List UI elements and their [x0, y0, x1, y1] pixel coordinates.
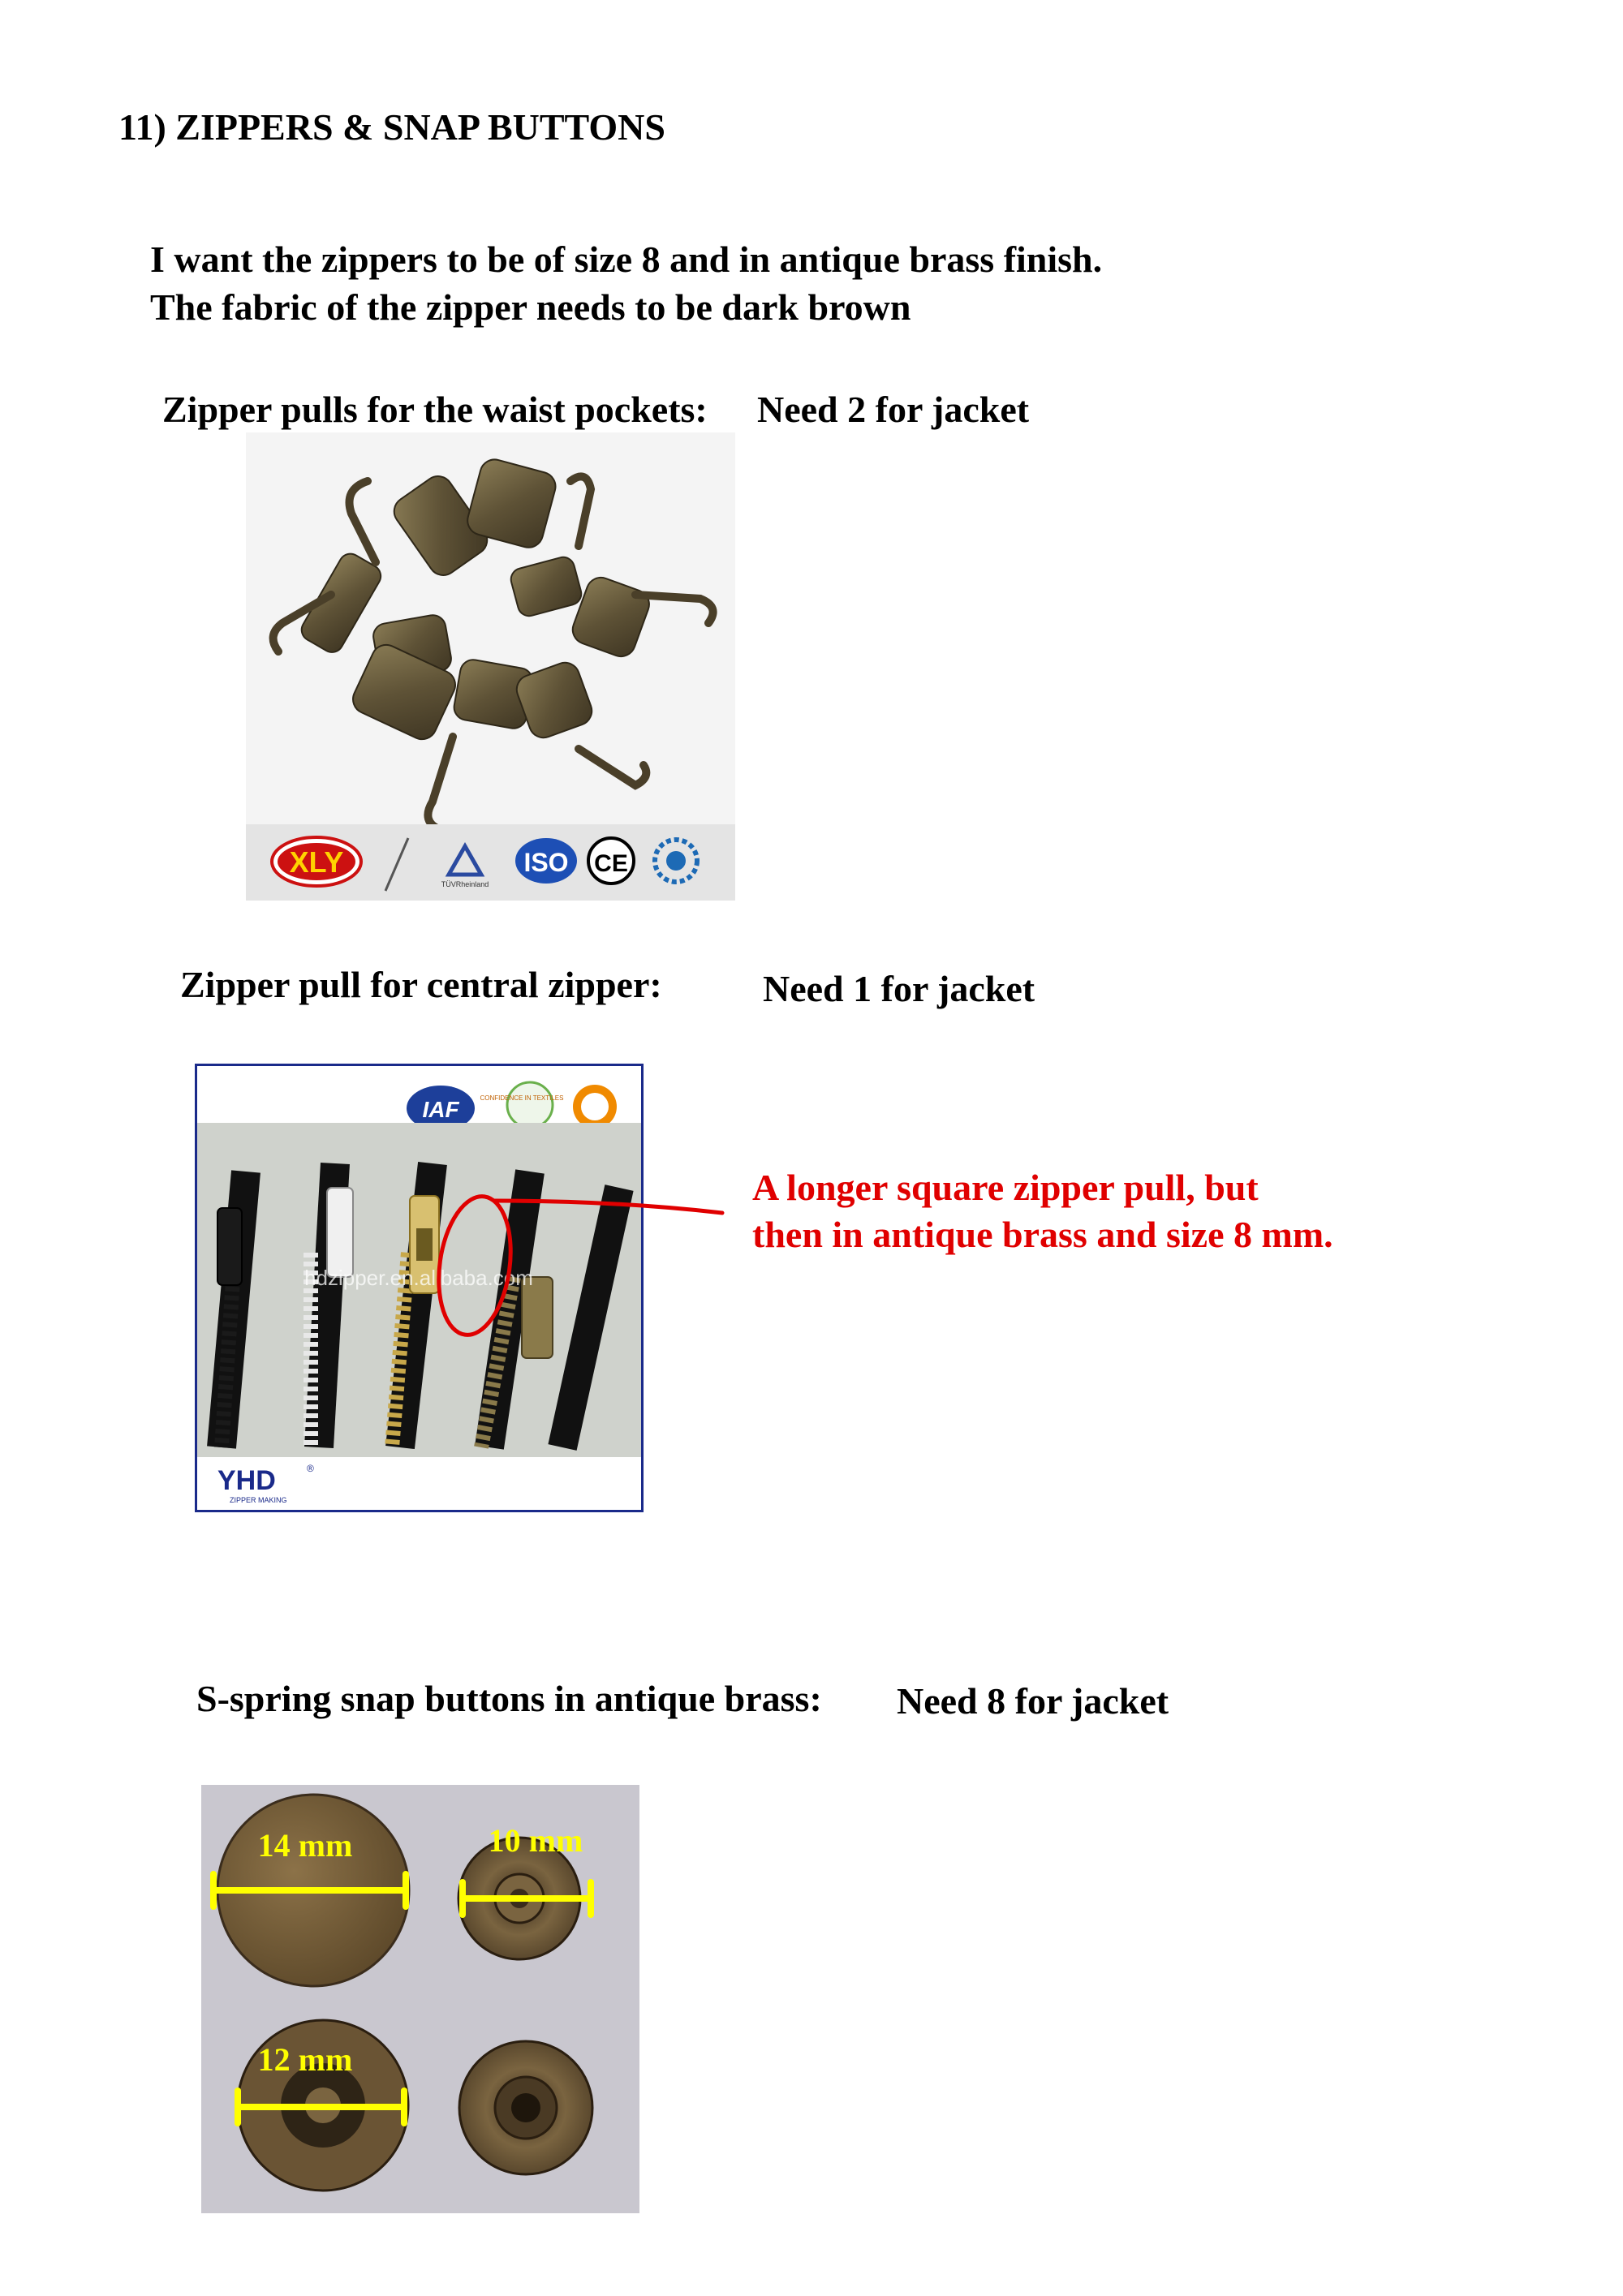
central-pull-label: Zipper pull for central zipper: — [180, 964, 662, 1005]
yhd-logo-text: YHD — [217, 1465, 276, 1496]
snap-buttons-photo — [201, 1785, 639, 2213]
size-label-14mm: 14 mm — [257, 1827, 353, 1864]
annotation-line-2: then in antique brass and size 8 mm. — [752, 1214, 1333, 1255]
central-pull-need: Need 1 for jacket — [763, 968, 1035, 1009]
yhd-logo-registered: ® — [307, 1463, 314, 1474]
size-label-10mm: 10 mm — [488, 1822, 583, 1859]
cert-iso-text: ISO — [523, 848, 569, 877]
size-label-12mm: 12 mm — [257, 2041, 353, 2078]
yhd-logo-subtext: ZIPPER MAKING — [230, 1496, 287, 1504]
cert-ce-text: CE — [594, 850, 628, 877]
brand-logo-text: XLY — [289, 845, 344, 879]
snap-buttons-need: Need 8 for jacket — [897, 1680, 1169, 1722]
photo-watermark: hdzipper.en.alibaba.com — [304, 1266, 533, 1290]
intro-line-2: The fabric of the zipper needs to be dark brown — [150, 286, 911, 328]
annotation-line-1: A longer square zipper pull, but — [752, 1167, 1259, 1208]
waist-pulls-label: Zipper pulls for the waist pockets: — [162, 389, 708, 430]
badge-iaf-text: IAF — [422, 1097, 459, 1122]
waist-pulls-need: Need 2 for jacket — [757, 389, 1030, 430]
badge-confidence-text: CONFIDENCE IN TEXTILES — [480, 1094, 564, 1102]
intro-line-1: I want the zippers to be of size 8 and in antique brass finish. — [150, 239, 1103, 280]
section-title: 11) ZIPPERS & SNAP BUTTONS — [118, 106, 665, 148]
snap-buttons-label: S-spring snap buttons in antique brass: — [196, 1678, 822, 1719]
cert-tuv-text: TÜVRheinland — [441, 880, 489, 888]
